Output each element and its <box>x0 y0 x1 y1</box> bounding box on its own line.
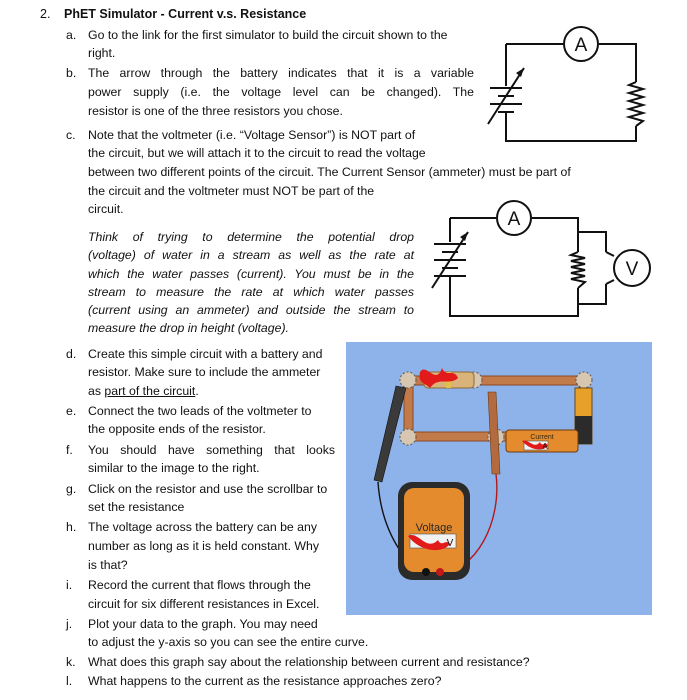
item-j-line2: to adjust the y-axis so you can see the entire curve. <box>88 635 369 649</box>
item-k-line1: What does this graph say about the relationship between current and resistance? <box>88 655 530 669</box>
item-l-label: l. <box>66 674 73 688</box>
voltage-sensor[interactable] <box>398 482 470 580</box>
item-b-line2: power supply (i.e. the voltage level can be changed). The <box>88 85 474 99</box>
voltmeter-icon <box>614 250 650 286</box>
item-a-line1: Go to the link for the first simulator to build the circuit shown to the <box>88 28 448 42</box>
circuit-diagram-1 <box>478 26 668 166</box>
item-c-line5: circuit. <box>88 202 124 216</box>
item-b-line3: resistor is one of the three resistors you chose. <box>88 104 343 118</box>
voltage-sensor-label: Voltage <box>415 522 453 534</box>
analogy-line5: (current using an ammeter) and outside the stream to <box>88 303 414 317</box>
item-h-line2: number as long as it is held constant. Why <box>88 539 320 553</box>
current-sensor[interactable] <box>506 430 578 452</box>
item-g-line1: Click on the resistor and use the scrollbar to <box>88 482 328 496</box>
item-c-line4: the circuit and the voltmeter must NOT be part of the <box>88 184 375 198</box>
item-e-line2: the opposite ends of the resistor. <box>88 422 266 436</box>
item-c-line2: the circuit, but we will attach it to the circuit to read the voltage <box>88 146 426 160</box>
item-f-label: f. <box>66 443 73 457</box>
ammeter-icon-2 <box>497 201 531 235</box>
voltmeter-symbol: V <box>625 259 639 280</box>
item-d-line1: Create this simple circuit with a battery and <box>88 347 323 361</box>
item-h-label: h. <box>66 520 77 534</box>
current-sensor-label: Current <box>530 434 554 441</box>
ammeter-symbol-2: A <box>507 209 521 230</box>
item-c-line1: Note that the voltmeter (i.e. “Voltage Sensor”) is NOT part of <box>88 128 416 142</box>
item-c-line3: between two different points of the circuit. The Current Sensor (ammeter) must be part of <box>88 165 571 179</box>
circuit-diagram-2 <box>420 196 660 326</box>
item-h-line3: is that? <box>88 558 128 572</box>
voltage-unit: V <box>446 538 454 549</box>
ammeter-icon <box>564 27 598 61</box>
item-c-label: c. <box>66 128 76 142</box>
resistor-icon-2 <box>571 252 585 288</box>
item-f-line2: similar to the image to the right. <box>88 461 260 475</box>
item-a-line2: right. <box>88 46 116 60</box>
ammeter-symbol-1: A <box>574 35 588 56</box>
item-l-line1: What happens to the current as the resistance approaches zero? <box>88 674 442 688</box>
item-j-line1: Plot your data to the graph. You may need <box>88 617 318 631</box>
analogy-line6: measure the drop in height (voltage). <box>88 321 289 335</box>
item-h-line1: The voltage across the battery can be any <box>88 520 317 534</box>
item-d-line2: resistor. Make sure to include the ammeter <box>88 365 321 379</box>
analogy-line1: Think of trying to determine the potential drop <box>88 230 414 244</box>
item-i-line2: circuit for six different resistances in Excel. <box>88 597 320 611</box>
item-a-label: a. <box>66 28 77 42</box>
item-e-label: e. <box>66 404 77 418</box>
item-g-label: g. <box>66 482 77 496</box>
item-e-line1: Connect the two leads of the voltmeter to <box>88 404 312 418</box>
item-d-line3: as part of the circuit. <box>88 384 199 398</box>
analogy-line3: which the water passes (current). You must be in the <box>88 267 414 281</box>
current-unit: A <box>542 442 548 451</box>
item-j-label: j. <box>66 617 73 631</box>
analogy-line2: (voltage) of water in a stream as well as the rate at <box>88 248 414 262</box>
item-i-line1: Record the current that flows through the <box>88 578 311 592</box>
resistor-icon <box>629 82 643 126</box>
analogy-line4: stream to measure the rate at which water passes <box>88 285 414 299</box>
item-b-label: b. <box>66 66 77 80</box>
question-number: 2. <box>40 7 51 21</box>
question-title: PhET Simulator - Current v.s. Resistance <box>64 7 307 21</box>
item-k-label: k. <box>66 655 76 669</box>
item-f-line1: You should have something that looks <box>88 443 335 457</box>
item-g-line2: set the resistance <box>88 500 185 514</box>
item-d-label: d. <box>66 347 77 361</box>
item-b-line1: The arrow through the battery indicates that it is a variable <box>88 66 474 80</box>
phet-simulator-screenshot <box>346 342 652 615</box>
item-i-label: i. <box>66 578 73 592</box>
